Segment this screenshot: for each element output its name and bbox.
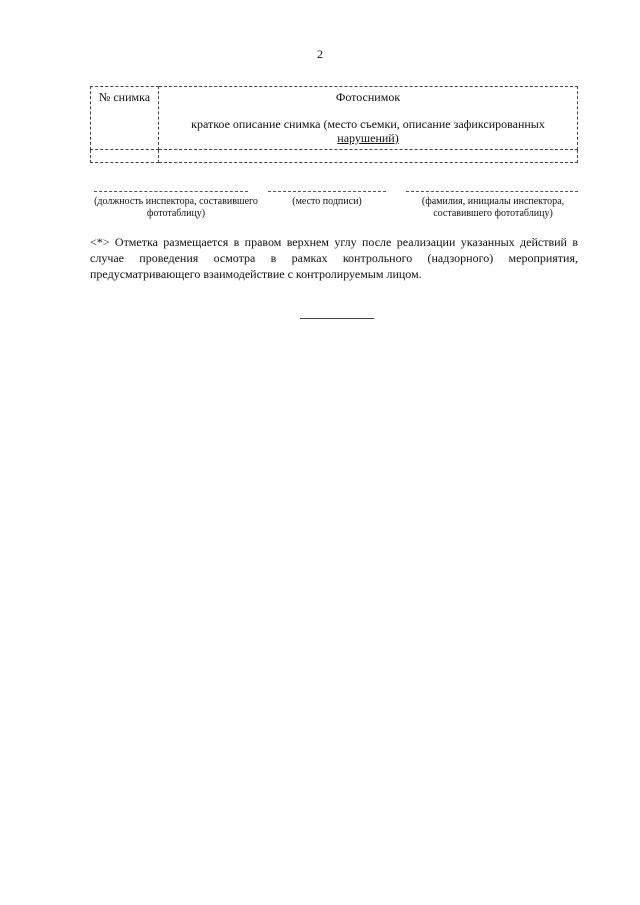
signature-label-place: (место подписи): [292, 196, 362, 207]
photo-caption: [159, 117, 577, 145]
photo-table: [90, 86, 578, 163]
table-row: [91, 150, 578, 163]
page-number: 2: [317, 47, 323, 61]
footnote-end-rule: [300, 318, 374, 319]
snapshot-number-header: № снимка: [91, 87, 159, 150]
signature-label-position: (должность инспектора, составившего фототаблицу): [94, 196, 258, 219]
photo-caption-text: краткое описание снимка (место съемки, описание зафиксированных: [191, 117, 545, 131]
signature-line-position: [94, 191, 248, 192]
photo-cell-empty: [159, 150, 578, 163]
photo-header: Фотоснимок: [335, 90, 401, 104]
signature-label-name: (фамилия, инициалы инспектора, составившего фототаблицу): [421, 196, 565, 219]
signature-line-name: [406, 191, 578, 192]
photo-cell: [159, 87, 578, 150]
snapshot-number-cell: [91, 150, 159, 163]
footnote: <*> Отметка размещается в правом верхнем углу после реализации указанных действий в случае проведения осмотра в рамках контрольного (надзорного) мероприятия, предусматривающего взаимодействие с контролируемым лицом.: [90, 235, 578, 281]
signature-line-place: [268, 191, 386, 192]
table-header-row: [91, 87, 578, 150]
photo-caption-text-end: нарушений): [337, 131, 399, 145]
